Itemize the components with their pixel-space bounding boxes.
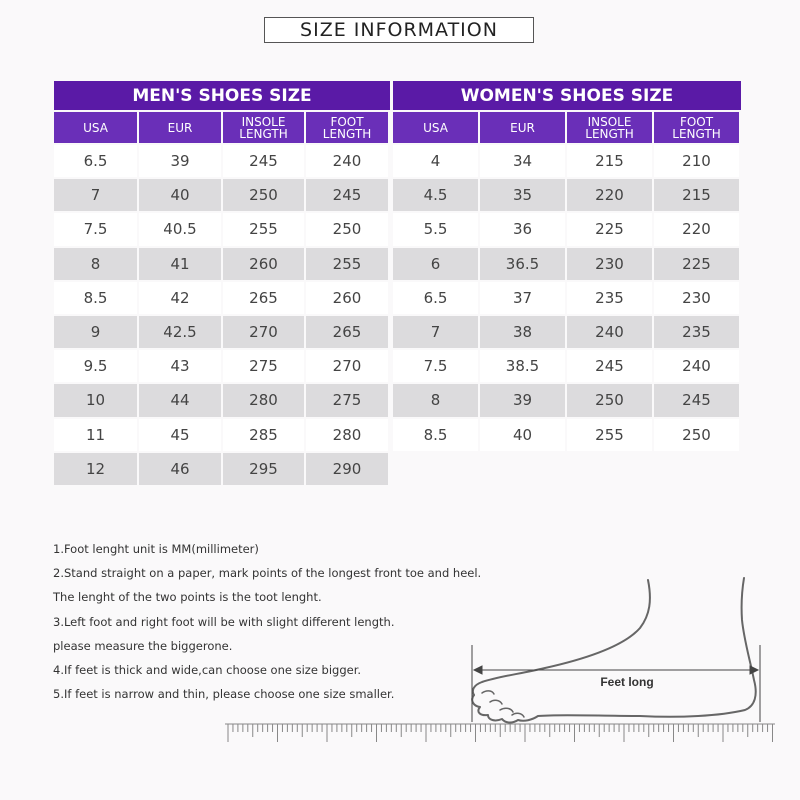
table-cell: 38.5 [480,350,567,384]
table-cell: 215 [654,179,741,213]
table-cell: 255 [306,248,390,282]
table-cell: 36.5 [480,248,567,282]
table-cell: 8 [54,248,139,282]
table-cell: 245 [306,179,390,213]
table-cell: 9.5 [54,350,139,384]
foot-outline-icon [472,578,756,723]
womens-table-banner: WOMEN'S SHOES SIZE [393,81,741,112]
table-cell: 255 [567,419,654,453]
table-cell: 8.5 [54,282,139,316]
table-cell: 40 [139,179,223,213]
table-cell: 7 [54,179,139,213]
table-cell: 240 [567,316,654,350]
page-title: SIZE INFORMATION [264,17,534,43]
table-cell: 250 [306,213,390,247]
feet-long-label: Feet long [600,675,654,689]
note-line: 3.Left foot and right foot will be with slight different length. [53,614,395,629]
table-cell: 230 [654,282,741,316]
table-cell: 4 [393,145,480,179]
column-header: EUR [480,112,567,145]
table-cell: 6.5 [54,145,139,179]
table-cell: 280 [306,419,390,453]
note-line: please measure the biggerone. [53,638,233,653]
table-cell: 225 [654,248,741,282]
column-header: FOOT LENGTH [654,112,741,145]
arrow-left-icon [474,666,482,674]
table-cell: 255 [223,213,306,247]
table-cell: 220 [567,179,654,213]
note-line: 1.Foot lenght unit is MM(millimeter) [53,542,259,556]
table-cell: 250 [654,419,741,453]
table-cell: 270 [223,316,306,350]
table-cell: 280 [223,384,306,418]
table-cell: 215 [567,145,654,179]
table-cell: 245 [654,384,741,418]
table-cell: 285 [223,419,306,453]
table-cell: 8.5 [393,419,480,453]
table-cell: 210 [654,145,741,179]
table-cell: 11 [54,419,139,453]
table-cell: 5.5 [393,213,480,247]
table-cell: 265 [306,316,390,350]
table-cell: 41 [139,248,223,282]
table-cell: 245 [223,145,306,179]
mens-table-banner: MEN'S SHOES SIZE [54,81,390,112]
table-cell: 44 [139,384,223,418]
column-header: USA [393,112,480,145]
ruler [225,724,775,742]
table-cell: 12 [54,453,139,487]
table-cell: 40.5 [139,213,223,247]
table-cell: 43 [139,350,223,384]
table-cell: 9 [54,316,139,350]
table-cell: 39 [139,145,223,179]
table-cell: 250 [567,384,654,418]
table-cell: 46 [139,453,223,487]
table-cell: 37 [480,282,567,316]
table-cell: 6.5 [393,282,480,316]
table-cell: 230 [567,248,654,282]
table-cell: 42 [139,282,223,316]
column-header: FOOT LENGTH [306,112,390,145]
table-cell: 245 [567,350,654,384]
note-line: 2.Stand straight on a paper, mark points of the longest front toe and heel. [53,566,482,581]
table-cell: 270 [306,350,390,384]
table-cell: 225 [567,213,654,247]
table-cell: 7.5 [54,213,139,247]
column-header: INSOLE LENGTH [223,112,306,145]
table-cell: 275 [306,384,390,418]
table-cell: 240 [306,145,390,179]
table-cell: 8 [393,384,480,418]
note-line: 5.If feet is narrow and thin, please choose one size smaller. [53,687,395,702]
table-cell: 7.5 [393,350,480,384]
table-cell: 6 [393,248,480,282]
table-cell: 295 [223,453,306,487]
table-cell: 275 [223,350,306,384]
table-cell: 39 [480,384,567,418]
table-cell: 4.5 [393,179,480,213]
column-header: USA [54,112,139,145]
table-cell: 290 [306,453,390,487]
table-cell: 235 [567,282,654,316]
column-header: INSOLE LENGTH [567,112,654,145]
table-cell: 38 [480,316,567,350]
table-cell: 7 [393,316,480,350]
table-cell: 260 [306,282,390,316]
table-cell: 40 [480,419,567,453]
table-cell: 265 [223,282,306,316]
table-cell: 240 [654,350,741,384]
table-cell: 35 [480,179,567,213]
note-line: The lenght of the two points is the toot lenght. [53,590,322,605]
table-cell: 45 [139,419,223,453]
table-cell: 36 [480,213,567,247]
table-cell: 42.5 [139,316,223,350]
table-cell: 235 [654,316,741,350]
table-cell: 220 [654,213,741,247]
column-header: EUR [139,112,223,145]
table-cell: 10 [54,384,139,418]
note-line: 4.If feet is thick and wide,can choose one size bigger. [53,662,362,677]
arrow-right-icon [750,666,758,674]
table-cell: 260 [223,248,306,282]
table-cell: 250 [223,179,306,213]
table-cell: 34 [480,145,567,179]
